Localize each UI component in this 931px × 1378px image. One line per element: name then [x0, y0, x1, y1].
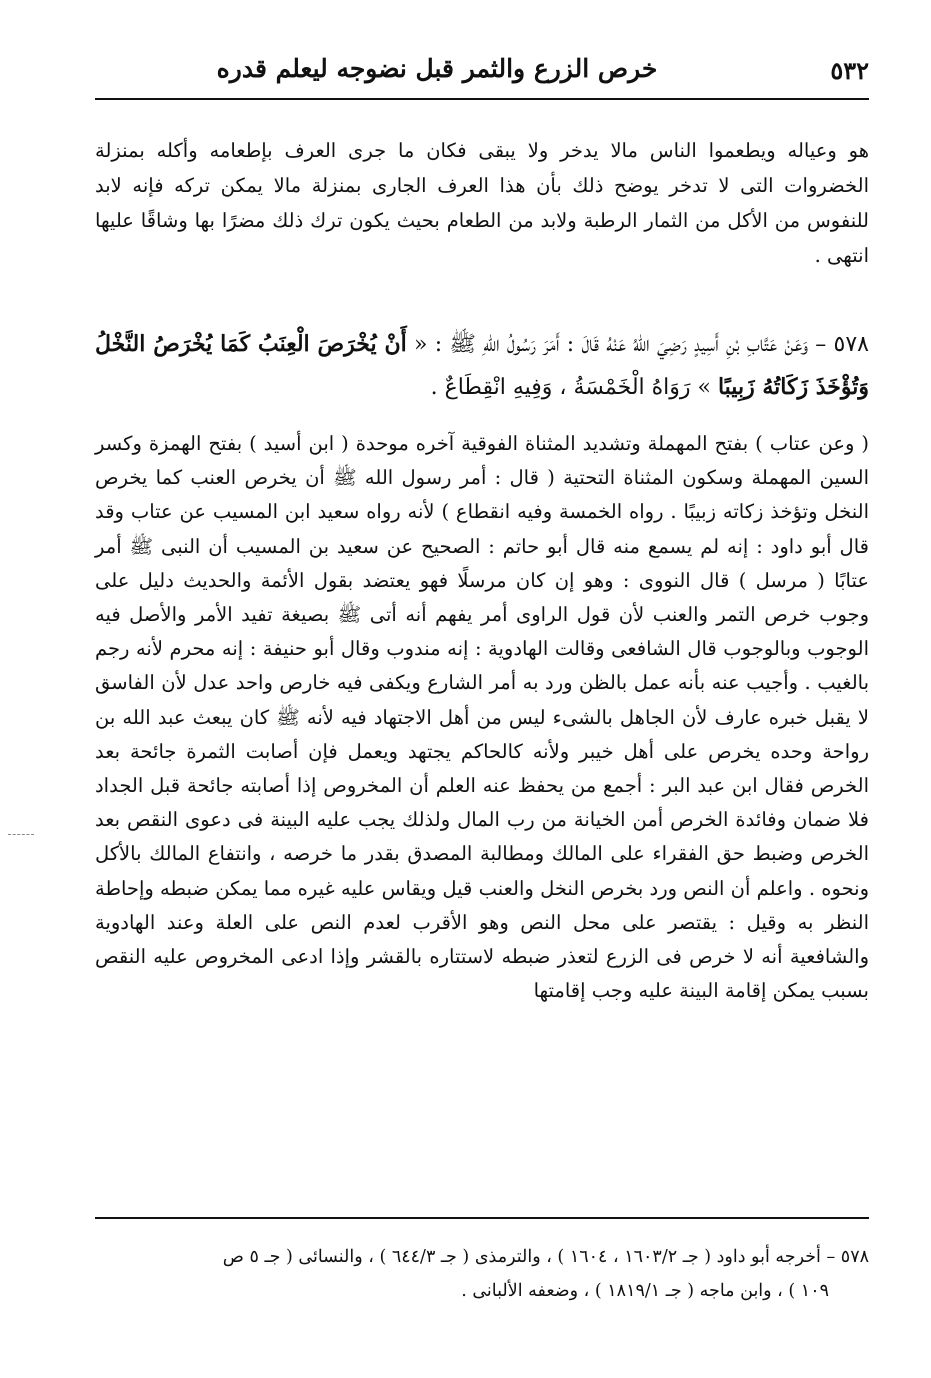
margin-scan-mark	[8, 834, 34, 835]
hadith-578	[95, 323, 869, 409]
footnote-line-2: ١٠٩ ) ، وابن ماجه ( جـ ١٨١٩/١ ) ، وضعفه الألبانى .	[461, 1281, 829, 1301]
hadith-commentary: ( وعن عتاب ) بفتح المهملة وتشديد المثناة الفوقية آخره موحدة ( ابن أسيد ) بفتح الهمزة وكسر السين المهملة وسكون المثناة التحتية ( قال : أمر رسول الله ﷺ أن يخرص العنب كما يخرص النخل وتؤخذ زكاته زبيبًا . رواه الخمسة وفيه انقطاع ) لأنه رواه سعيد ابن المسيب عن عتاب وقد قال أبو داود : إنه لم يسمع منه قال أبو حاتم : الصحيح عن سعيد بن المسيب أن النبى ﷺ أمر عتابًا ( مرسل ) قال النووى : وهو إن كان مرسلًا فهو يعتضد بقول الأئمة والحديث دليل على وجوب خرص التمر والعنب لأن قول الراوى أمر يفهم أنه أتى ﷺ بصيغة تفيد الأمر والأصل فيه الوجوب وبالوجوب قال الشافعى وقالت الهادوية : إنه مندوب وقال أبو حنيفة : إنه محرم لأنه رجم بالغيب . وأجيب عنه بأنه عمل بالظن ورد به أمر الشارع ويكفى فيه خارص واحد عدل لأن الفاسق لا يقبل خبره عارف لأن الجاهل بالشىء ليس من أهل الاجتهاد فيه لأنه ﷺ كان يبعث عبد الله بن رواحة وحده يخرص على أهل خيبر ولأنه كالحاكم يجتهد ويعمل فإن أصابت الثمرة جائحة بعد الخرص فقال ابن عبد البر : أجمع من يحفظ عنه العلم أن المخروص إذا أصابته جائحة قبل الجداد فلا ضمان وفائدة الخرص أمن الخيانة من رب المال ولذلك يجب عليه البينة فى دعوى النقص بعد الخرص وضبط حق الفقراء على المالك ومطالبة المصدق بقدر ما خرصه ، وانتفاع المالك بالأكل ونحوه . واعلم أن النص ورد بخرص النخل والعنب قيل ويقاس عليه غيره مما يمكن ضبطه وإحاطة النظر به وقيل : يقتصر على محل النص وهو الأقرب لعدم النص على العلة وعند الهادوية والشافعية أنه لا خرص فى الزرع لتعذر ضبطه لاستتاره بالقشر وإذا ادعى المخروص عليه النقص بسبب يمكن إقامة البينة عليه وجب إقامتها	[95, 432, 869, 1003]
commentary-paragraph-continued: هو وعياله ويطعموا الناس مالا يدخر ولا يبقى فكان ما جرى العرف بإطعامه وأكله بمنزلة الخضروات التى لا تدخر يوضح ذلك بأن هذا العرف الجارى بمنزلة مالا يمكن تركه فإنه لابد للنفوس من الأكل من الثمار الرطبة ولابد من الطعام بحيث يكون ترك ذلك مضرًا بها وشاقًا عليها انتهى .	[95, 139, 869, 267]
page-number: ٥٣٢	[830, 56, 869, 85]
hadith-matn: أَنْ يُخْرَصَ الْعِنَبُ كَمَا يُخْرَصُ النَّخْلُ وَتُؤْخَذَ زَكَاتُهُ زَبِيبًا	[95, 331, 869, 400]
footnote-line-1: ٥٧٨ – أخرجه أبو داود ( جـ ١٦٠٣/٢ ، ١٦٠٤ ) ، والترمذى ( جـ ٦٤٤/٣ ) ، والنسائى ( جـ ٥ ص	[222, 1247, 869, 1267]
page-header	[95, 50, 869, 100]
hadith-isnad: ٥٧٨ – وَعَنْ عَتَّابِ بْنِ أَسِيدٍ رَضِيَ اللهُ عَنْهُ قَالَ : أَمَرَ رَسُولُ اللهِ ﷺ : «	[414, 332, 869, 357]
footnote-separator	[95, 1217, 869, 1219]
running-title: خرص الزرع والثمر قبل نضوجه ليعلم قدره	[216, 54, 658, 83]
footnote	[95, 1240, 869, 1308]
hadith-takhrij: » رَوَاهُ الْخَمْسَةُ ، وَفِيهِ انْقِطَاعٌ .	[430, 375, 711, 400]
